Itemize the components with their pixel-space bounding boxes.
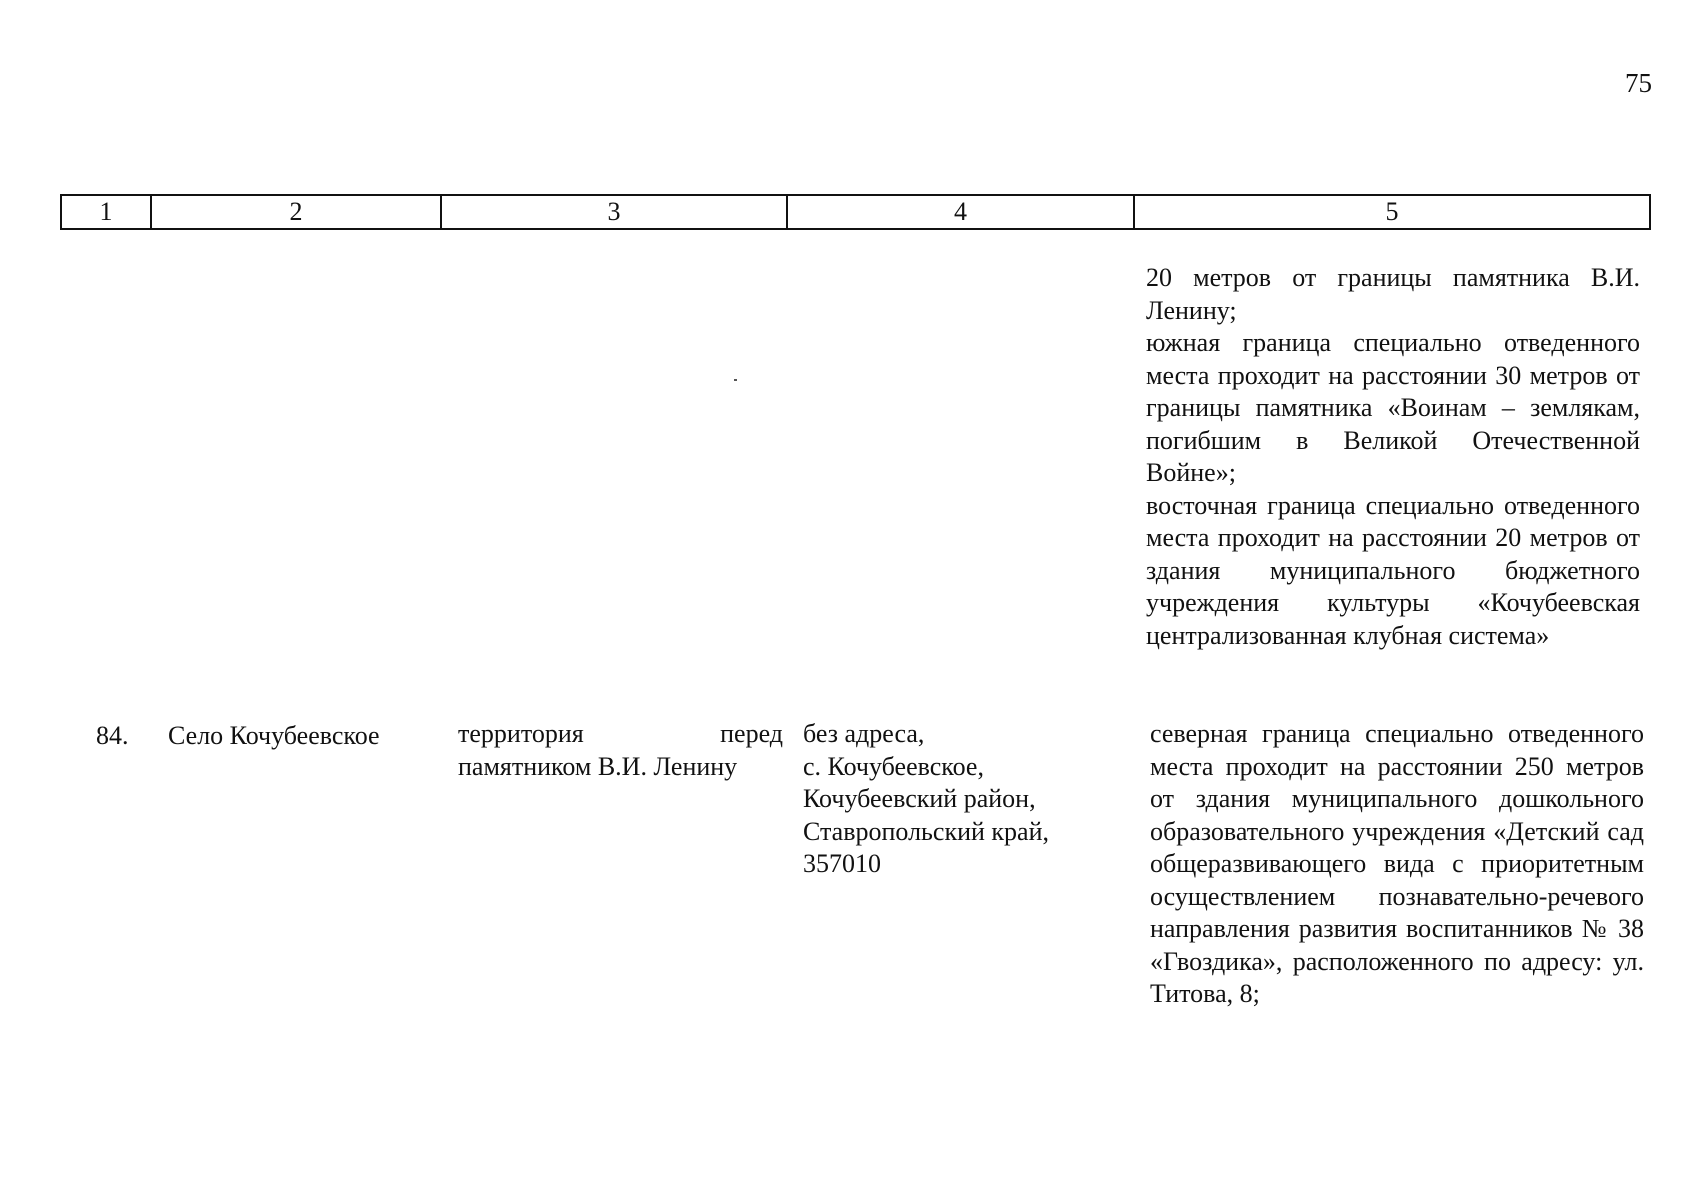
header-col-3: 3: [441, 195, 787, 229]
address-line: без адреса,: [803, 719, 925, 748]
address-line: 357010: [803, 849, 881, 878]
location-description: территория перед памятником В.И. Ленину: [458, 719, 783, 781]
address-line: Ставропольский край,: [803, 816, 1049, 846]
header-col-2: 2: [151, 195, 441, 229]
header-col-5: 5: [1134, 195, 1650, 229]
page-number: 75: [1625, 68, 1652, 98]
header-col-4: 4: [787, 195, 1134, 229]
boundary-paragraph: южная граница специально отведенного места проходит на расстоянии 30 метров от границы памятника «Воинам – землякам, погибшим в Великой Отечественной Войне»;: [1146, 328, 1640, 487]
boundary-paragraph: северная граница специально отведенного места проходит на расстоянии 250 метров от здания муниципального дошкольного образовательного учреждения «Детский сад общеразвивающего вида с приоритетным осуществлением познавательно-речевого направления развития воспитанников № 38 «Гвоздика», расположенного по адресу: ул. Титова, 8;: [1150, 719, 1644, 1008]
boundary-paragraph: восточная граница специально отведенного места проходит на расстоянии 20 метров от здания муниципального бюджетного учреждения культуры «Кочубеевская централизованная клубная система»: [1146, 490, 1640, 650]
boundary-description: [1150, 718, 1644, 1011]
scan-speck: [734, 379, 737, 381]
boundary-paragraph: 20 метров от границы памятника В.И. Ленину;: [1146, 263, 1640, 325]
settlement-name: Село Кочубеевское: [168, 721, 380, 750]
header-col-1: 1: [61, 195, 151, 229]
address-line: с. Кочубеевское,: [803, 751, 984, 781]
address: [803, 718, 1103, 881]
row-number: 84.: [96, 721, 129, 750]
column-number-header: [60, 194, 1651, 230]
continued-boundary-description: [1146, 262, 1640, 652]
address-line: Кочубеевский район,: [803, 784, 1036, 813]
